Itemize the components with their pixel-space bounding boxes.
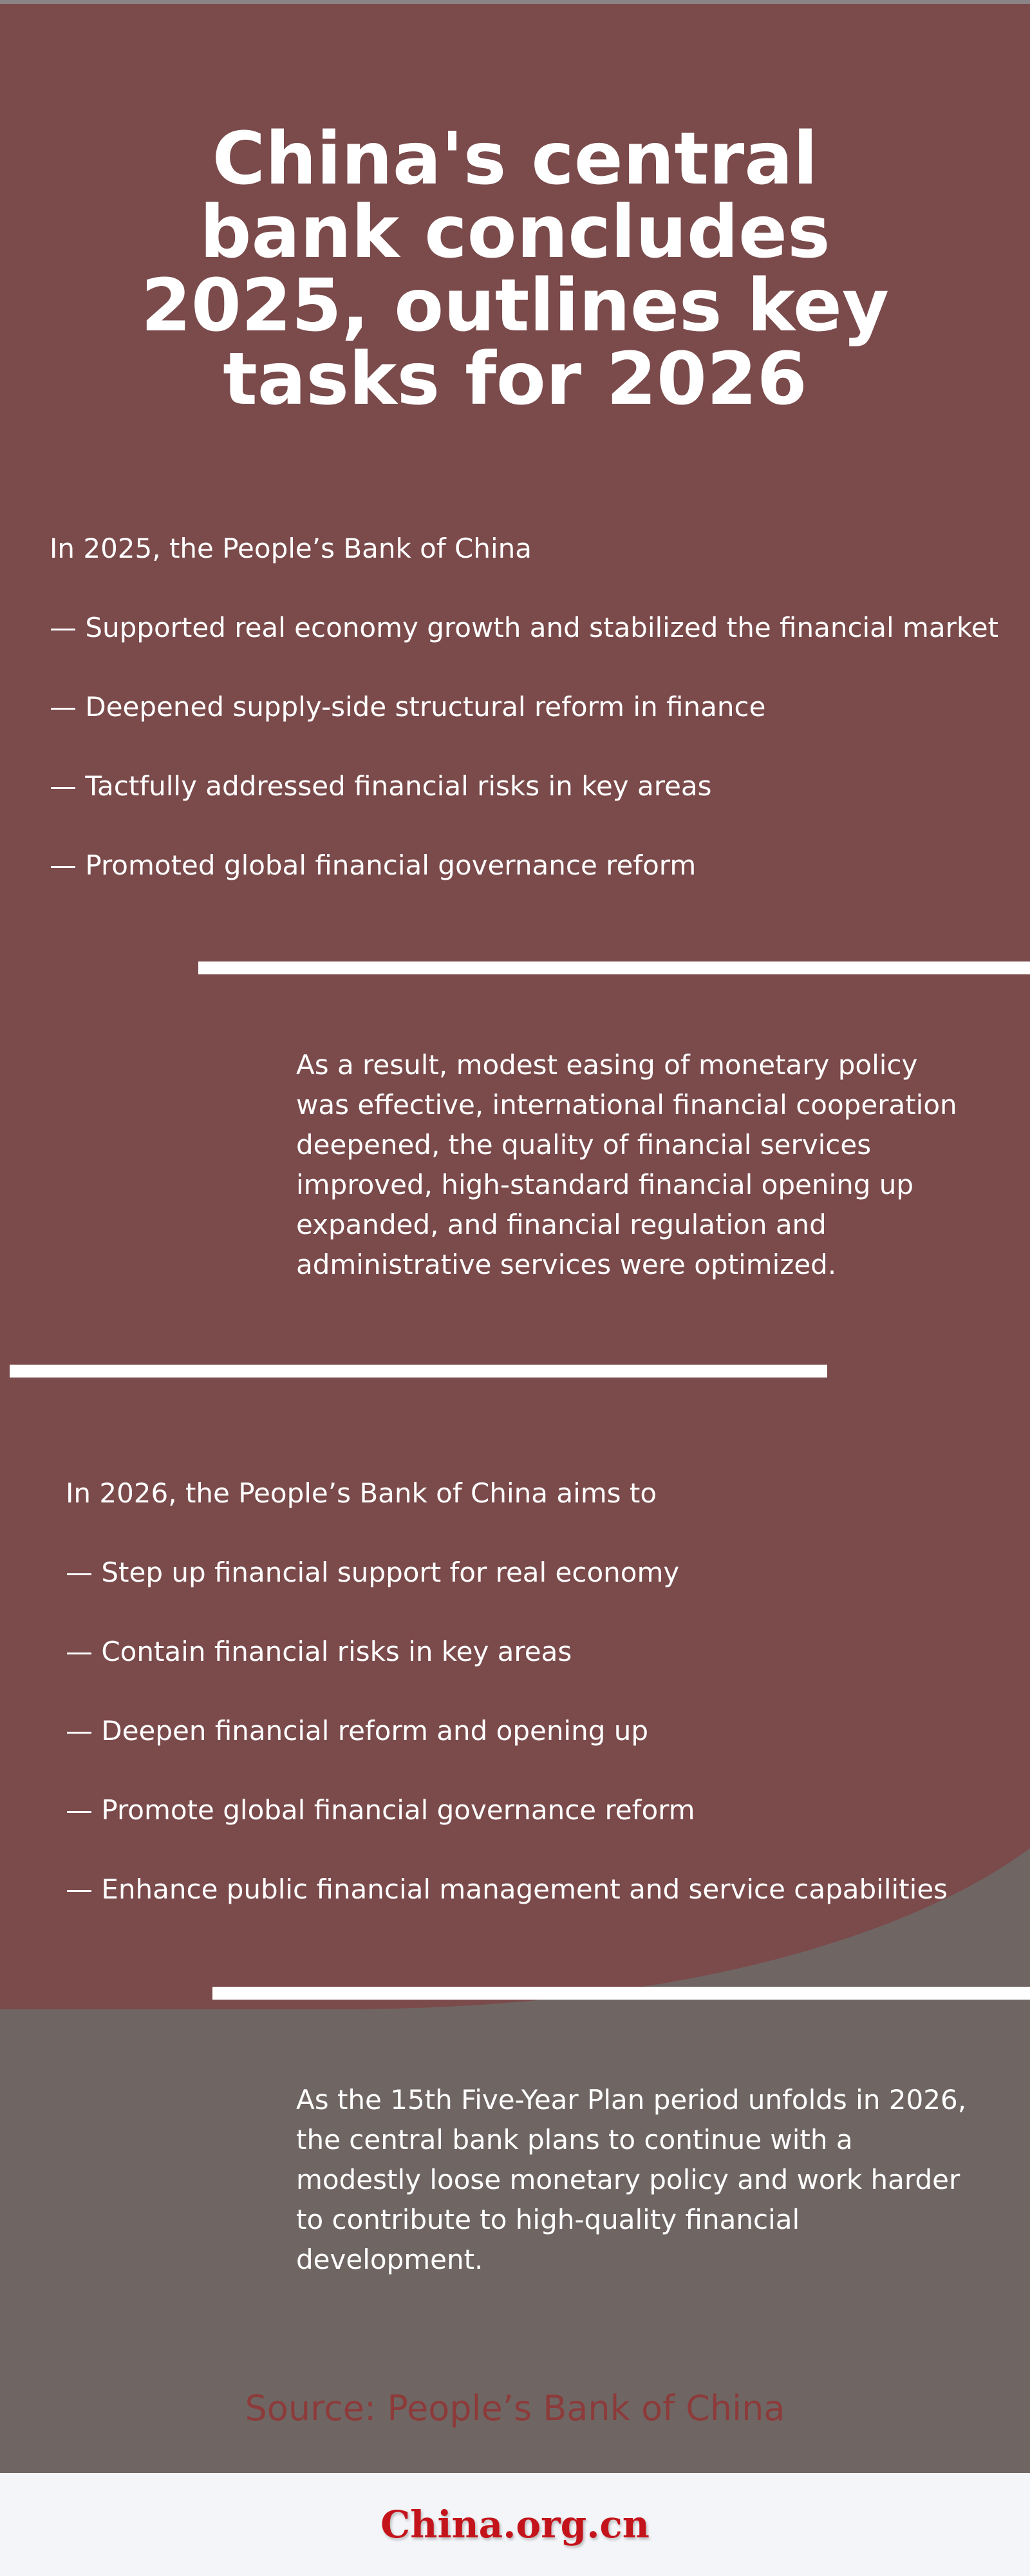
divider-3 xyxy=(212,1987,1030,2000)
page-title: China's central bank concludes 2025, outlines key tasks for 2026 xyxy=(140,117,890,421)
list-item: — Deepened supply-side structural reform in finance xyxy=(50,691,766,723)
section-2026-list xyxy=(66,1553,948,1949)
divider-2 xyxy=(10,1365,827,1378)
list-item: — Supported real economy growth and stabilized the financial market xyxy=(50,612,999,643)
list-item: — Step up financial support for real economy xyxy=(66,1557,680,1588)
section-2026-intro: In 2026, the People’s Bank of China aims to xyxy=(66,1477,657,1509)
source-credit: Source: People’s Bank of China xyxy=(245,2388,785,2429)
section-2025-intro: In 2025, the People’s Bank of China xyxy=(50,533,532,564)
top-edge-line xyxy=(0,0,1030,4)
divider-1 xyxy=(198,961,1030,974)
list-item: — Promote global financial governance reform xyxy=(66,1794,695,1826)
section-2025-list xyxy=(50,608,998,925)
list-item: — Promoted global financial governance reform xyxy=(50,849,697,881)
brand-logo-text[interactable]: China.org.cn xyxy=(380,2503,650,2546)
list-item: — Deepen financial reform and opening up xyxy=(66,1715,649,1747)
outlook-paragraph: As the 15th Five-Year Plan period unfolds in 2026, the central bank plans to continue with a modestly loose monetary policy and work harder to contribute to high-quality financial development. xyxy=(296,2084,967,2275)
footer-bar xyxy=(0,2473,1030,2576)
list-item: — Contain financial risks in key areas xyxy=(66,1636,572,1667)
list-item: — Enhance public financial management and service capabilities xyxy=(66,1873,948,1905)
result-paragraph: As a result, modest easing of monetary policy was effective, international financial cooperation deepened, the quality of financial services improved, high-standard financial opening up expanded, and financial regulation and administrative services were optimized. xyxy=(296,1049,957,1280)
list-item: — Tactfully addressed financial risks in key areas xyxy=(50,770,712,802)
